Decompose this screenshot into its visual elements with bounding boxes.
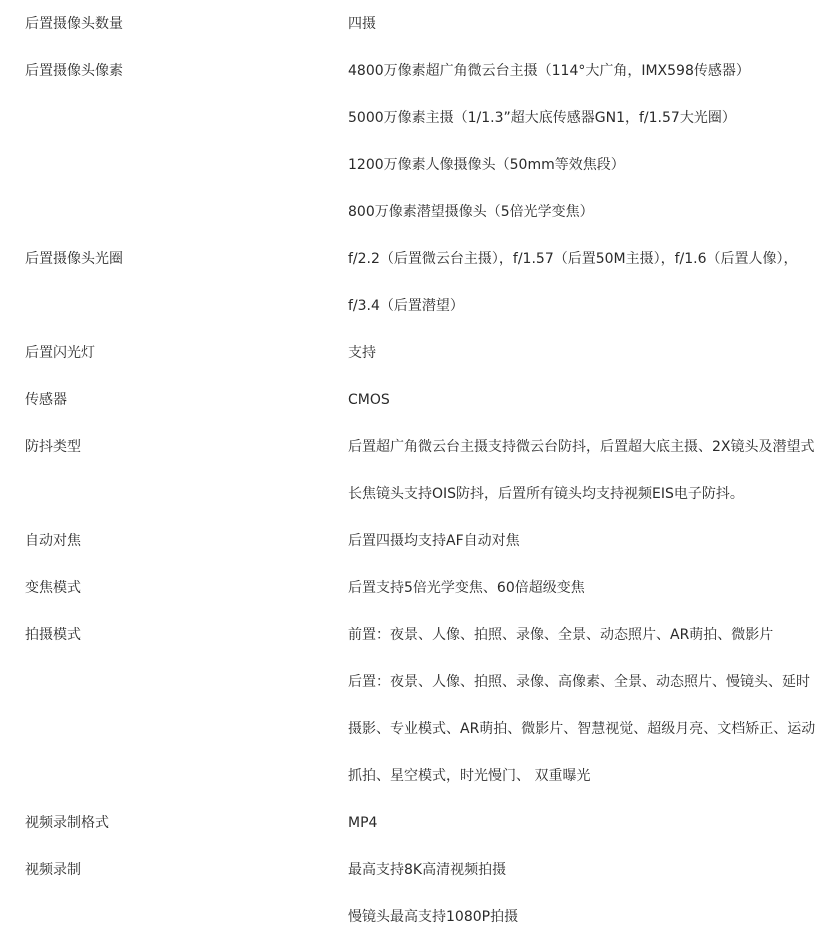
spec-value-line: 后置支持5倍光学变焦、60倍超级变焦 [348,580,585,596]
spec-value-line: 后置：夜景、人像、拍照、录像、高像素、全景、动态照片、慢镜头、延时 [348,674,810,690]
spec-values [348,48,840,236]
spec-label: 传感器 [25,392,67,408]
spec-value-line: 四摄 [348,16,376,32]
spec-values [348,236,840,330]
spec-label: 拍摄模式 [25,627,81,643]
spec-value-line: 抓拍、星空模式，时光慢门、 双重曝光 [348,768,591,784]
spec-value-line: MP4 [348,815,378,831]
spec-row [0,612,840,800]
spec-value-line: CMOS [348,392,390,408]
spec-row [0,330,840,377]
spec-value-line: 5000万像素主摄（1/1.3”超大底传感器GN1，f/1.57大光圈） [348,110,736,126]
spec-value-line: 支持 [348,345,376,361]
spec-values [348,330,840,377]
spec-row [0,424,840,518]
spec-label: 后置摄像头光圈 [25,251,123,267]
spec-values [348,424,840,518]
spec-row [0,565,840,612]
spec-values [348,800,840,847]
spec-value-line: 后置超广角微云台主摄支持微云台防抖，后置超大底主摄、2X镜头及潜望式 [348,439,815,455]
spec-values [348,518,840,565]
spec-label: 视频录制 [25,862,81,878]
spec-row [0,236,840,330]
spec-value-line: 慢镜头最高支持1080P拍摄 [348,909,519,925]
spec-row [0,48,840,236]
spec-value-line: 最高支持8K高清视频拍摄 [348,862,507,878]
spec-label: 变焦模式 [25,580,81,596]
spec-value-line: f/2.2（后置微云台主摄），f/1.57（后置50M主摄），f/1.6（后置人像）， [348,251,798,267]
spec-values [348,1,840,48]
spec-value-line: 4800万像素超广角微云台主摄（114°大广角，IMX598传感器） [348,63,750,79]
spec-values [348,565,840,612]
spec-values [348,377,840,424]
spec-value-line: 800万像素潜望摄像头（5倍光学变焦） [348,204,594,220]
spec-row [0,847,840,941]
spec-value-line: 后置四摄均支持AF自动对焦 [348,533,520,549]
spec-label: 后置闪光灯 [25,345,95,361]
spec-row [0,377,840,424]
spec-row [0,800,840,847]
spec-value-line: 前置：夜景、人像、拍照、录像、全景、动态照片、AR萌拍、微影片 [348,627,774,643]
spec-label: 视频录制格式 [25,815,109,831]
spec-value-line: 摄影、专业模式、AR萌拍、微影片、智慧视觉、超级月亮、文档矫正、运动 [348,721,816,737]
spec-row [0,518,840,565]
spec-values [348,612,840,800]
spec-row [0,1,840,48]
spec-label: 防抖类型 [25,439,81,455]
spec-value-line: f/3.4（后置潜望） [348,298,464,314]
spec-label: 自动对焦 [25,533,81,549]
spec-value-line: 1200万像素人像摄像头（50mm等效焦段） [348,157,625,173]
spec-label: 后置摄像头数量 [25,16,123,32]
spec-label: 后置摄像头像素 [25,63,123,79]
spec-values [348,847,840,941]
spec-value-line: 长焦镜头支持OIS防抖，后置所有镜头均支持视频EIS电子防抖。 [348,486,744,502]
